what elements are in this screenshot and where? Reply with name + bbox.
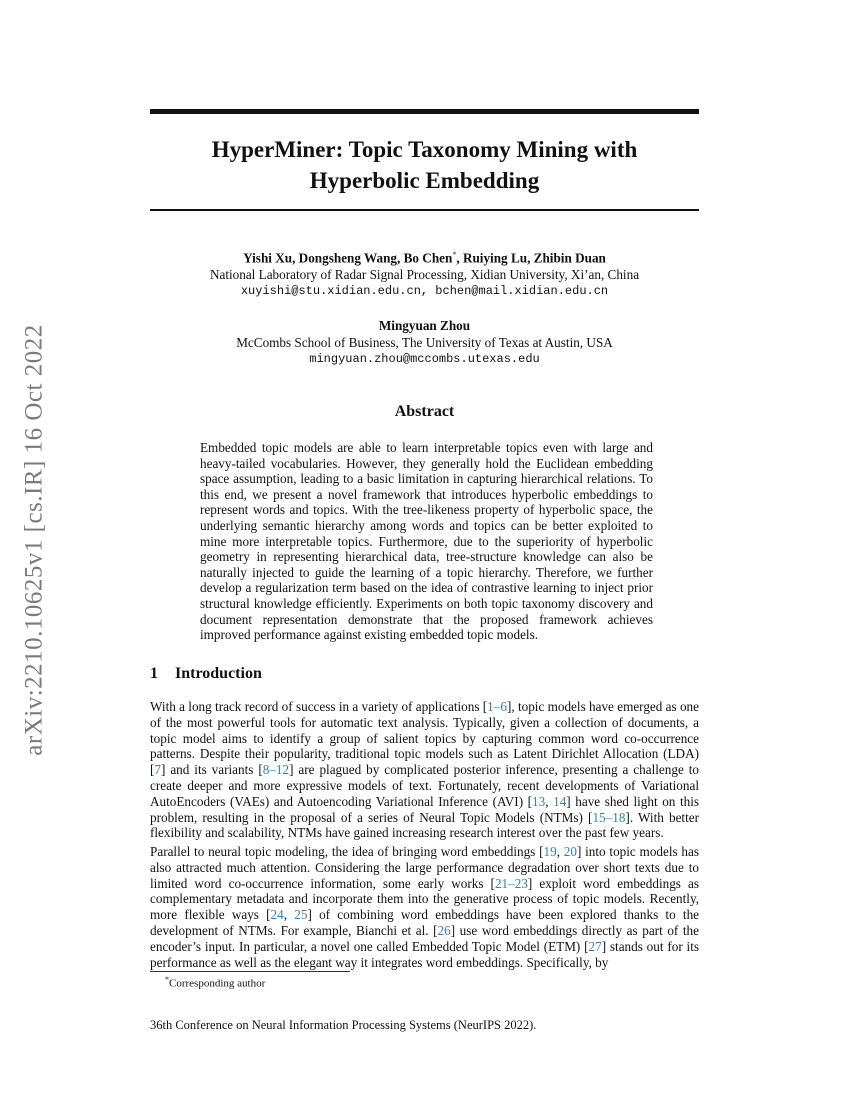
paragraph-text: ] use word embeddings directly as part of the encoder’s input. In particular, a novel one called Embedded Topic Model (ETM) [ bbox=[150, 922, 699, 954]
citation-link[interactable]: 1–6 bbox=[487, 699, 507, 714]
paragraph-text: ] have shed light on this problem, resulting in the proposal of a series of Neural Topic Models (NTMs) [ bbox=[150, 793, 700, 825]
paragraph-text: With a long track record of success in a variety of applications [ bbox=[150, 699, 488, 714]
author2-email: mingyuan.zhou@mccombs.utexas.edu bbox=[309, 352, 540, 366]
paragraph-text: ]. With better flexibility and scalability, NTMs have gained increasing research interest over the past few years. bbox=[150, 809, 700, 841]
paragraph-text: ] and its variants [ bbox=[161, 762, 263, 778]
title-line-1: HyperMiner: Topic Taxonomy Mining with bbox=[211, 137, 638, 162]
author-names-part2: , Ruiying Lu, Zhibin Duan bbox=[456, 250, 606, 266]
author2-affiliation: McCombs School of Business, The University of Texas at Austin, USA bbox=[236, 334, 613, 350]
author-emails: xuyishi@stu.xidian.edu.cn, bchen@mail.xidian.edu.cn bbox=[240, 284, 609, 299]
citation-link[interactable]: 14 bbox=[553, 793, 567, 809]
author-block-2 bbox=[150, 318, 699, 368]
paragraph-text: ] exploit word embeddings as complementary metadata and incorporate them into the generative process of topic models. Recently, more flexible ways [ bbox=[150, 875, 699, 923]
citation-link[interactable]: 13 bbox=[532, 793, 546, 809]
arxiv-identifier: arXiv:2210.10625v1 [cs.IR] 16 Oct 2022 bbox=[21, 324, 49, 756]
footnote-mark: * bbox=[165, 975, 169, 984]
title-line-2: Hyperbolic Embedding bbox=[309, 168, 540, 193]
citation-link[interactable]: 24 bbox=[270, 907, 284, 923]
citation-link[interactable]: 20 bbox=[563, 844, 577, 859]
section-title: Introduction bbox=[175, 665, 262, 682]
citation-link[interactable]: 27 bbox=[588, 938, 602, 954]
paragraph-text: , bbox=[556, 844, 564, 859]
author-block-1 bbox=[150, 247, 699, 300]
paragraph-text: ] are plagued by complicated posterior inference, presenting a challenge to create deeper and more expressive models of text. Fortunately, recent developments of Variational AutoEncoders (VAEs) and Autoencoding Variational Inference (AVI) [ bbox=[150, 762, 700, 809]
author-names-part1: Yishi Xu, Dongsheng Wang, Bo Chen bbox=[243, 250, 453, 266]
intro-paragraph-1 bbox=[150, 699, 699, 841]
citation-link[interactable]: 8–12 bbox=[262, 762, 290, 778]
section-number: 1 bbox=[150, 665, 158, 682]
footnote bbox=[165, 975, 265, 990]
citation-link[interactable]: 15–18 bbox=[592, 809, 626, 825]
citation-link[interactable]: 7 bbox=[154, 762, 161, 778]
citation-link[interactable]: 26 bbox=[437, 922, 451, 938]
citation-link[interactable]: 21–23 bbox=[494, 875, 528, 891]
arxiv-stamp bbox=[10, 300, 60, 780]
paper-title bbox=[150, 134, 699, 196]
title-rule-top bbox=[150, 109, 699, 114]
paragraph-text: ], topic models have emerged as one of the most powerful tools for automatic text analysis. Typically, given a collection of documents, a topic model aims to identify a group of salient topics by capturing common word co-occurrence patterns. Despite their popularity, traditional topic models such as Latent Dirichlet Allocation (LDA) [ bbox=[150, 699, 700, 778]
citation-link[interactable]: 25 bbox=[294, 907, 308, 923]
author2-name: Mingyuan Zhou bbox=[378, 318, 471, 333]
conference-venue: 36th Conference on Neural Information Processing Systems (NeurIPS 2022). bbox=[150, 1018, 537, 1032]
author-affiliation: National Laboratory of Radar Signal Processing, Xidian University, Xi’an, China bbox=[209, 266, 640, 282]
author-names bbox=[150, 247, 699, 267]
section-heading-introduction bbox=[150, 665, 262, 683]
paragraph-text: ] stands out for its performance as well as the elegant way it integrates word embeddings. Specifically, by bbox=[150, 938, 699, 970]
paragraph-text: Parallel to neural topic modeling, the idea of bringing word embeddings [ bbox=[150, 844, 544, 859]
abstract-heading: Abstract bbox=[394, 403, 455, 420]
paragraph-text: ] into topic models has also attracted much attention. Considering the large performance degradation over short texts due to limited word co-occurrence information, some early works [ bbox=[150, 844, 700, 891]
abstract-body: Embedded topic models are able to learn interpretable topics even with large and heavy-tailed vocabularies. However, they generally hold the Euclidean embedding space assumption, leading to a basic limitation in capturing hierarchical relations. To this end, we present a novel framework that introduces hyperbolic embeddings to represent words and topics. With the tree-likeness property of hyperbolic space, the underlying semantic hierarchy among words and topics can be better exploited to mine more interpretable topics. Furthermore, due to the superiority of hyperbolic geometry in representing hierarchical data, tree-structure knowledge can also be naturally injected to guide the learning of a topic hierarchy. Therefore, we further develop a regularization term based on the idea of contrastive learning to inject prior structural knowledge efficiently. Experiments on both topic taxonomy discovery and document representation demonstrate that the proposed framework achieves improved performance against existing embedded topic models. bbox=[200, 440, 653, 643]
title-rule-bottom bbox=[150, 209, 699, 211]
footnote-rule bbox=[150, 971, 350, 972]
paragraph-text: , bbox=[283, 907, 295, 923]
paragraph-text: , bbox=[545, 793, 554, 809]
corresponding-author-mark[interactable]: * bbox=[452, 250, 457, 259]
intro-paragraph-2 bbox=[150, 844, 699, 970]
citation-link[interactable]: 19 bbox=[543, 844, 557, 859]
paragraph-text: ] of combining word embeddings have been explored thanks to the development of NTMs. For example, Bianchi et al. [ bbox=[150, 907, 700, 938]
footnote-text: Corresponding author bbox=[169, 977, 266, 990]
